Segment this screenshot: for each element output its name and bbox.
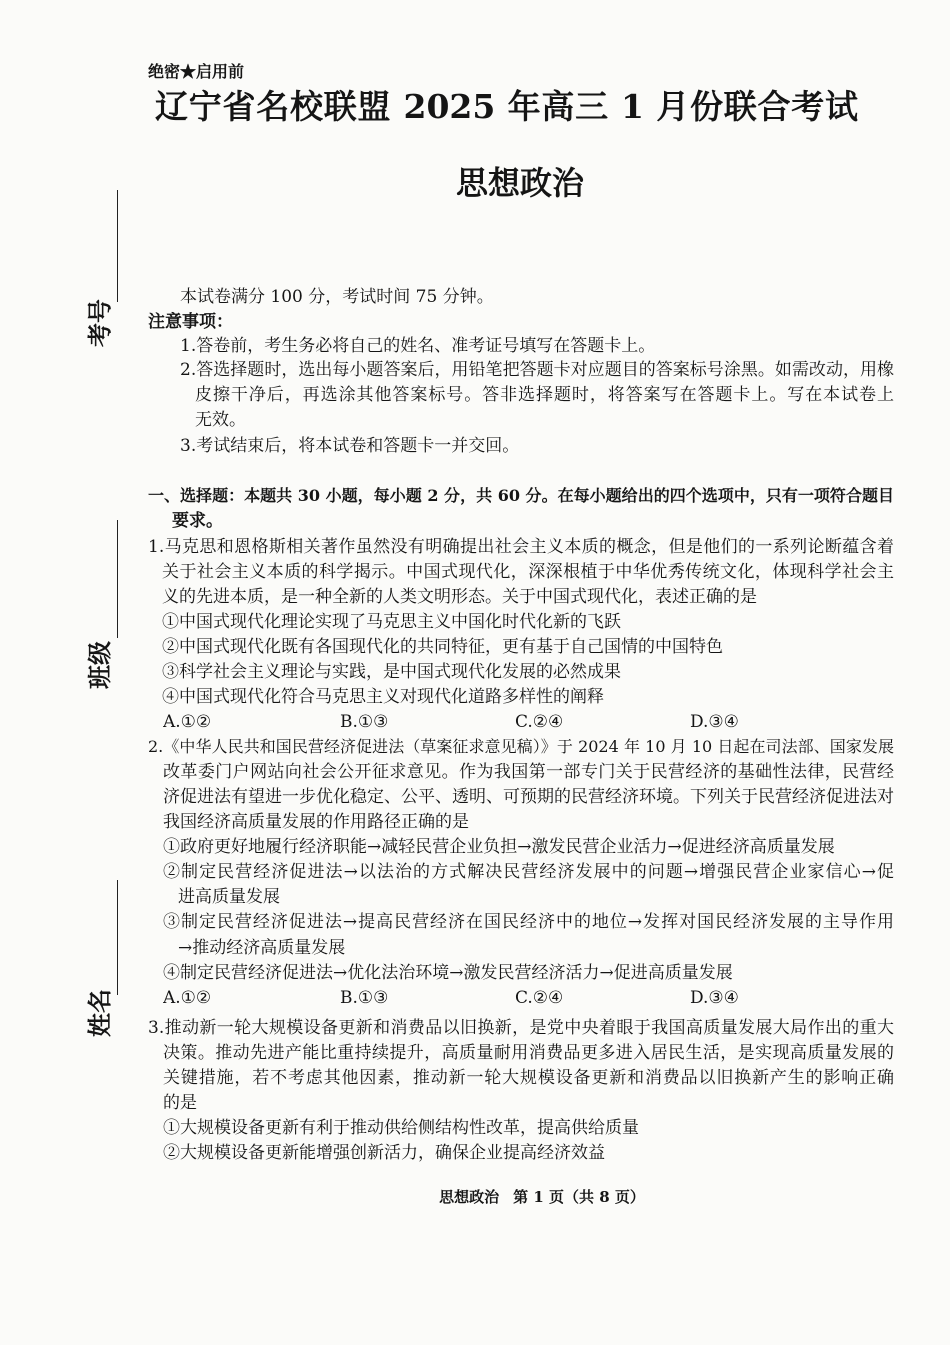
page-footer bbox=[397, 1186, 687, 1208]
option-d: D.③④ bbox=[690, 712, 739, 732]
statement-line: ①中国式现代化理论实现了马克思主义中国化时代化新的飞跃 bbox=[162, 612, 621, 632]
statement-line: ④制定民营经济促进法→优化法治环境→激发民营经济活力→促进高质量发展 bbox=[163, 963, 733, 983]
option-a: A.①② bbox=[163, 712, 212, 732]
footer-page-number: 第 1 页（共 8 页） bbox=[513, 1188, 645, 1206]
option-b: B.①③ bbox=[340, 712, 389, 732]
statement-line: →推动经济高质量发展 bbox=[178, 938, 346, 958]
exam-title: 辽宁省名校联盟 2025 年高三 1 月份联合考试 bbox=[155, 87, 858, 126]
note-line: 3.考试结束后，将本试卷和答题卡一并交回。 bbox=[180, 436, 520, 456]
note-line: 1.答卷前，考生务必将自己的姓名、准考证号填写在答题卡上。 bbox=[180, 336, 656, 356]
option-c: C.②④ bbox=[515, 988, 564, 1008]
exam-number-blank bbox=[117, 190, 118, 302]
exam-number-label: 考号 bbox=[85, 299, 114, 347]
subject-title: 思想政治 bbox=[455, 164, 584, 202]
option-c: C.②④ bbox=[515, 712, 564, 732]
section-heading: 一、选择题：本题共 30 小题，每小题 2 分，共 60 分。在每小题给出的四个选项中，只有一项符合题目 bbox=[148, 486, 894, 505]
class-label: 班级 bbox=[85, 641, 114, 689]
question-stem-line: 义的先进本质，是一种全新的人类文明形态。关于中国式现代化，表述正确的是 bbox=[162, 587, 757, 607]
statement-line: ①政府更好地履行经济职能→减轻民营企业负担→激发民营企业活力→促进经济高质量发展 bbox=[163, 837, 835, 857]
footer-subject: 思想政治 bbox=[439, 1188, 500, 1206]
question-stem-line: 1.马克思和恩格斯相关著作虽然没有明确提出社会主义本质的概念，但是他们的一系列论断蕴含着 bbox=[148, 537, 894, 557]
option-b: B.①③ bbox=[340, 988, 389, 1008]
question-stem-line: 我国经济高质量发展的作用路径正确的是 bbox=[163, 812, 469, 832]
statement-line: ④中国式现代化符合马克思主义对现代化道路多样性的阐释 bbox=[162, 687, 604, 707]
question-stem-line: 关于社会主义本质的科学揭示。中国式现代化，深深根植于中华优秀传统文化，体现科学社会主 bbox=[162, 562, 894, 582]
note-line: 无效。 bbox=[195, 410, 246, 430]
class-blank bbox=[117, 520, 118, 638]
name-blank bbox=[117, 880, 118, 995]
statement-line: ②中国式现代化既有各国现代化的共同特征，更有基于自己国情的中国特色 bbox=[162, 637, 723, 657]
name-label: 姓名 bbox=[85, 989, 114, 1037]
statement-line: ①大规模设备更新有利于推动供给侧结构性改革，提高供给质量 bbox=[163, 1118, 639, 1138]
confidential-mark: 绝密★启用前 bbox=[148, 62, 245, 81]
statement-line: ③制定民营经济促进法→提高民营经济在国民经济中的地位→发挥对国民经济发展的主导作用 bbox=[163, 912, 894, 932]
section-heading: 要求。 bbox=[172, 511, 223, 531]
question-stem-line: 3.推动新一轮大规模设备更新和消费品以旧换新，是党中央着眼于我国高质量发展大局作出的重大 bbox=[148, 1018, 894, 1038]
question-stem-line: 决策。推动先进产能比重持续提升，高质量耐用消费品更多进入居民生活，是实现高质量发展的 bbox=[163, 1043, 894, 1063]
exam-intro: 本试卷满分 100 分，考试时间 75 分钟。 bbox=[180, 287, 494, 307]
statement-line: 进高质量发展 bbox=[178, 887, 280, 907]
option-d: D.③④ bbox=[690, 988, 739, 1008]
option-a: A.①② bbox=[163, 988, 212, 1008]
statement-line: ②制定民营经济促进法→以法治的方式解决民营经济发展中的问题→增强民营企业家信心→促 bbox=[163, 862, 894, 882]
statement-line: ②大规模设备更新能增强创新活力，确保企业提高经济效益 bbox=[163, 1143, 605, 1163]
notes-title: 注意事项： bbox=[148, 312, 233, 332]
statement-line: ③科学社会主义理论与实践，是中国式现代化发展的必然成果 bbox=[162, 662, 621, 682]
question-stem-line: 2.《中华人民共和国民营经济促进法（草案征求意见稿）》于 2024 年 10 月 10 日起在司法部、国家发展 bbox=[148, 737, 894, 756]
question-stem-line: 济促进法有望进一步优化稳定、公平、透明、可预期的民营经济环境。下列关于民营经济促进法对 bbox=[163, 787, 894, 807]
question-stem-line: 改革委门户网站向社会公开征求意见。作为我国第一部专门关于民营经济的基础性法律，民营经 bbox=[163, 762, 894, 782]
question-stem-line: 关键措施，若不考虑其他因素，推动新一轮大规模设备更新和消费品以旧换新产生的影响正确 bbox=[163, 1068, 894, 1088]
note-line: 皮擦干净后，再选涂其他答案标号。答非选择题时，将答案写在答题卡上。写在本试卷上 bbox=[195, 385, 894, 405]
question-stem-line: 的是 bbox=[163, 1093, 197, 1113]
note-line: 2.答选择题时，选出每小题答案后，用铅笔把答题卡对应题目的答案标号涂黑。如需改动，用橡 bbox=[180, 360, 894, 380]
